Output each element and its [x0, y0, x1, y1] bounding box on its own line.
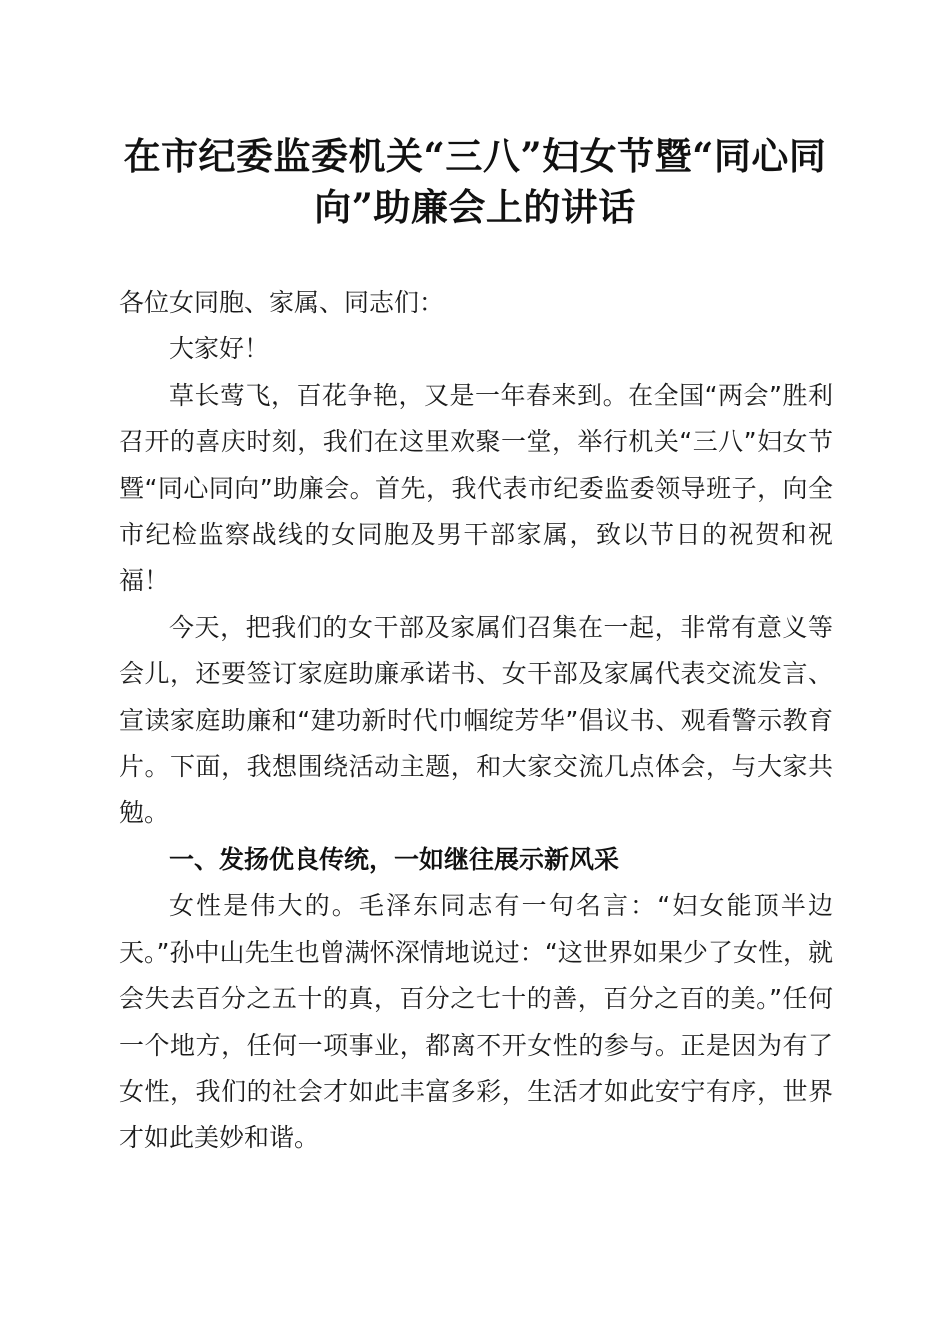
document-body: [119, 280, 833, 1162]
paragraph-section-one: 女性是伟大的。毛泽东同志有一句名言：“妇女能顶半边天。”孙中山先生也曾满怀深情地说过：“这世界如果少了女性，就会失去百分之五十的真，百分之七十的善，百分之百的美。”任何一个地方，任何一项事业，都离不开女性的参与。正是因为有了女性，我们的社会才如此丰富多彩，生活才如此安宁有序，世界才如此美妙和谐。: [119, 891, 833, 1153]
section-heading: 一、发扬优良传统，一如继往展示新风采: [169, 844, 620, 874]
document-title: 在市纪委监委机关“三八”妇女节暨“同心同向”助廉会上的讲话: [123, 134, 827, 229]
paragraph-agenda: 今天，把我们的女干部及家属们召集在一起，非常有意义等会儿，还要签订家庭助廉承诺书、女干部及家属代表交流发言、宣读家庭助廉和“建功新时代巾帼绽芳华”倡议书、观看警示教育片。下面，我想围绕活动主题，和大家交流几点体会，与大家共勉。: [119, 612, 833, 828]
salutation: 各位女同胞、家属、同志们：: [119, 288, 445, 317]
paragraph-opening: 草长莺飞，百花争艳，又是一年春来到。在全国“两会”胜利召开的喜庆时刻，我们在这里欢聚一堂，举行机关“三八”妇女节暨“同心同向”助廉会。首先，我代表市纪委监委领导班子，向全市纪检监察战线的女同胞及男干部家属，致以节日的祝贺和祝福！: [119, 380, 833, 596]
greeting: 大家好！: [169, 334, 270, 364]
